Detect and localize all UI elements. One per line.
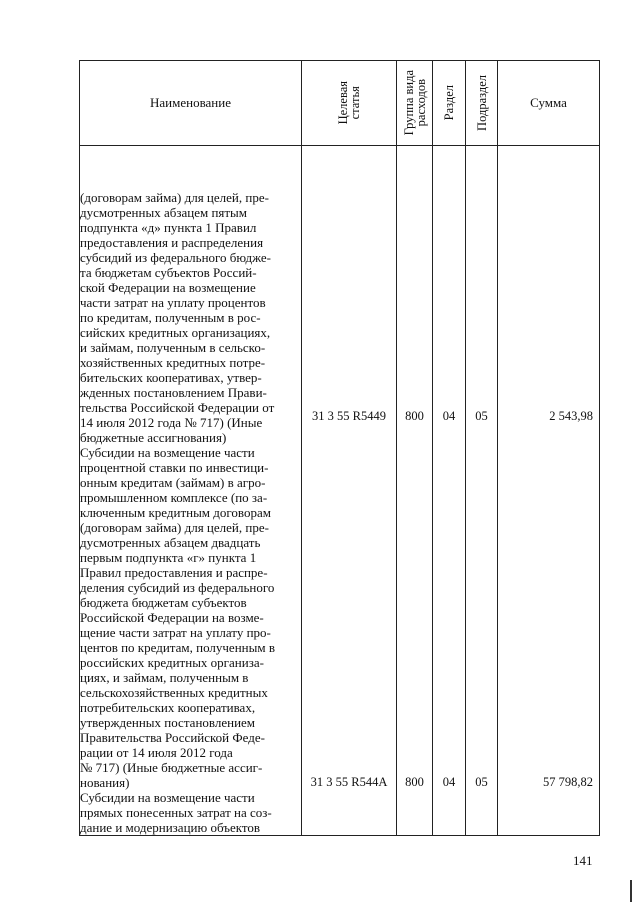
name-text-line: бюджетные ассигнования) (80, 430, 227, 445)
row-1-section: 04 (442, 409, 456, 423)
name-text-line: рации от 14 июля 2012 года (80, 745, 233, 760)
name-text-line: Правительства Российской Феде- (80, 730, 265, 745)
row-2-group: 800 (405, 775, 424, 789)
name-text-line: по кредитам, полученным в рос- (80, 310, 261, 325)
name-text-line: деления субсидий из федерального (80, 580, 275, 595)
header-sum-label: Сумма (530, 95, 567, 110)
name-text-line: (договорам займа) для целей, пре- (80, 190, 269, 205)
row-1-target: 31 3 55 R5449 (312, 409, 386, 423)
header-section-label: Раздел (442, 85, 456, 121)
name-text-line: дусмотренных абзацем пятым (80, 205, 248, 220)
header-target (302, 61, 397, 146)
header-target-label: Целевая статья (336, 81, 362, 125)
name-text-line: процентной ставки по инвестици- (80, 460, 269, 475)
name-text-line: та бюджетам субъектов Россий- (80, 265, 257, 280)
name-text-line: тельства Российской Федерации от (80, 400, 275, 415)
row-2-sum: 57 798,82 (543, 775, 593, 789)
header-section (433, 61, 466, 146)
sum-column-cell (498, 146, 600, 836)
header-sum (498, 61, 600, 146)
name-text-line: ключенным кредитным договорам (80, 505, 271, 520)
name-text-line: сийских кредитных организациях, (80, 325, 271, 340)
name-text-line: циях, и займам, полученным в (80, 670, 249, 685)
table-body-row (80, 146, 600, 836)
name-text-line: подпункта «д» пункта 1 Правил (80, 220, 257, 235)
name-text-line: бюджета бюджетам субъектов (80, 595, 247, 610)
name-text-line: бительских кооперативах, утвер- (80, 370, 262, 385)
header-group (397, 61, 433, 146)
name-text-line: первым подпункта «г» пункта 1 (80, 550, 257, 565)
name-text-line: утвержденных постановлением (80, 715, 256, 730)
row-2-subsection: 05 (475, 775, 488, 789)
name-text-line: потребительских кооперативах, (80, 700, 256, 715)
name-text-line: Российской Федерации на возме- (80, 610, 264, 625)
name-text-line: субсидий из федерального бюдже- (80, 250, 272, 265)
section-column-cell (433, 146, 466, 836)
name-text-line: 14 июля 2012 года № 717) (Иные (80, 415, 263, 430)
name-text-line: нования) (80, 775, 130, 790)
name-text-line: части затрат на уплату процентов (80, 295, 266, 310)
header-group-label: Группа вида расходов (401, 70, 428, 136)
scan-edge-mark (630, 880, 632, 902)
name-text-line: центов по кредитам, полученным в (80, 640, 275, 655)
name-text-line: и займам, полученным в сельско- (80, 340, 266, 355)
row-2-target: 31 3 55 R544A (310, 775, 388, 789)
name-text-line: предоставления и распределения (80, 235, 264, 250)
name-text-line: дание и модернизацию объектов (80, 820, 261, 835)
name-text-line: щение части затрат на уплату про- (80, 625, 271, 640)
name-text-line: хозяйственных кредитных потре- (80, 355, 266, 370)
group-column-cell (397, 146, 433, 836)
header-name-label: Наименование (150, 95, 231, 110)
name-text-line: сельскохозяйственных кредитных (80, 685, 268, 700)
name-text-line: № 717) (Иные бюджетные ассиг- (80, 760, 263, 775)
name-text-line: российских кредитных организа- (80, 655, 264, 670)
table-header-row (80, 61, 600, 146)
row-1-group: 800 (405, 409, 424, 423)
name-column-cell (80, 146, 302, 836)
name-text-line: промышленном комплексе (по за- (80, 490, 268, 505)
header-name (80, 61, 302, 146)
name-text-line: Субсидии на возмещение части (80, 790, 255, 805)
name-text-line: дусмотренных абзацем двадцать (80, 535, 261, 550)
name-text-line: (договорам займа) для целей, пре- (80, 520, 269, 535)
name-text-line: Правил предоставления и распре- (80, 565, 268, 580)
name-text-line: Субсидии на возмещение части (80, 445, 255, 460)
row-2-section: 04 (442, 775, 456, 789)
name-text-line: онным кредитам (займам) в агро- (80, 475, 266, 490)
header-subsection (466, 61, 498, 146)
budget-table (79, 60, 600, 836)
row-1-subsection: 05 (475, 409, 488, 423)
name-text-line: жденных постановлением Прави- (80, 385, 267, 400)
header-subsection-label: Подраздел (474, 75, 489, 131)
page-number: 141 (573, 853, 593, 868)
name-text-line: ской Федерации на возмещение (80, 280, 256, 295)
row-1-sum: 2 543,98 (549, 409, 593, 423)
target-column-cell (302, 146, 397, 836)
subsection-column-cell (466, 146, 498, 836)
name-text-line: прямых понесенных затрат на соз- (80, 805, 272, 820)
